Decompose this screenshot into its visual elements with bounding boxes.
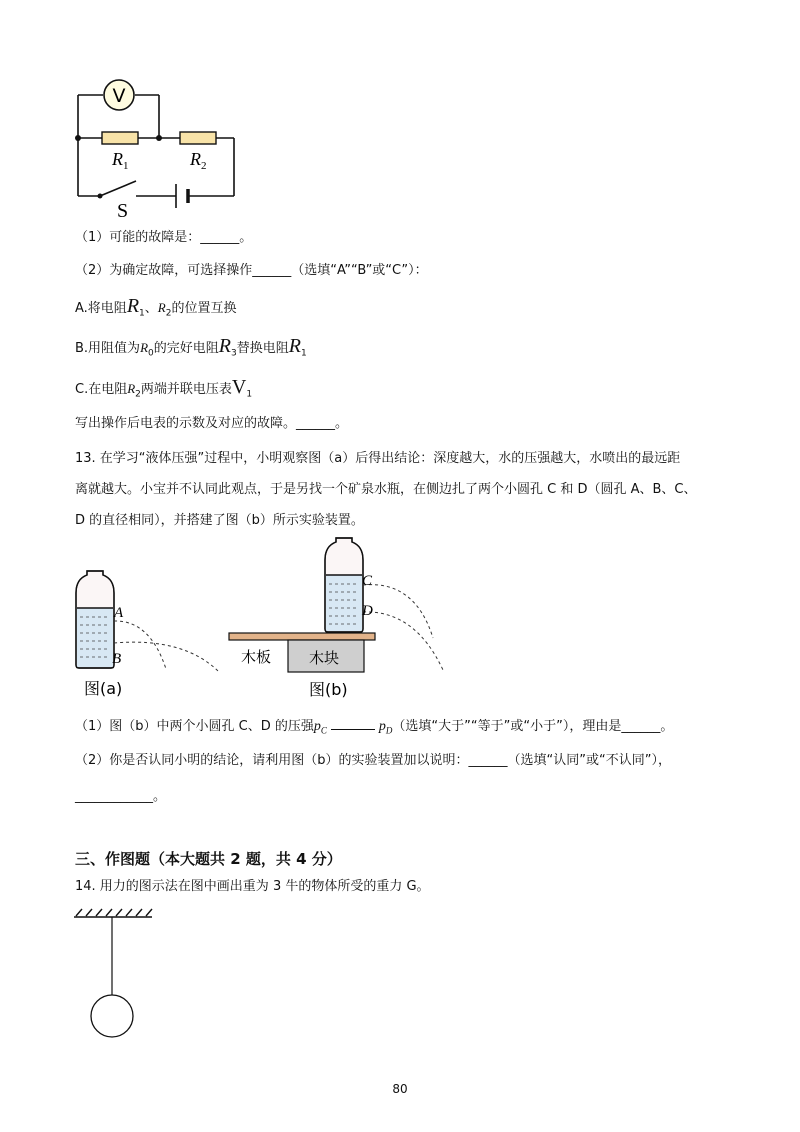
answer-blank[interactable]: [331, 717, 375, 730]
figure-a-caption: 图(a): [84, 679, 123, 698]
resistor-r1-icon: [102, 132, 138, 144]
battery-icon: [176, 184, 188, 208]
q12-part1: （1）可能的故障是：______。: [75, 230, 253, 245]
ceiling-hatch-icon: [74, 909, 152, 917]
q13-sub2-tail: ____________。: [75, 789, 167, 804]
voltmeter-label: V: [112, 85, 126, 107]
q12-option-b: B.用阻值为$R_0$的完好电阻$R_3$替换电阻$R_1$: [75, 335, 307, 359]
resistor-r2-icon: [180, 132, 216, 144]
q12-option-a: A.将电阻$R_1$、$R_2$的位置互换: [75, 295, 237, 319]
hole-a-label: A: [114, 605, 124, 621]
hole-c-label: C: [362, 573, 373, 589]
block-label: 木块: [309, 649, 340, 667]
q13-line-1: 13. 在学习“液体压强”过程中，小明观察图（a）后得出结论：深度越大，水的压强越大，水喷出的最远距: [75, 451, 681, 466]
bottle-a-icon: [76, 571, 114, 668]
bottle-b-icon: [325, 538, 363, 632]
wooden-board-icon: [229, 633, 375, 640]
q13-sub2: （2）你是否认同小明的结论，请利用图（b）的实验装置加以说明：______（选填“认同”或“不认同”），: [75, 753, 671, 768]
q12-write-instruction: 写出操作后电表的示数及对应的故障。______。: [75, 416, 349, 431]
q13-line-2: 离就越大。小宝并不认同此观点，于是另找一个矿泉水瓶，在侧边扎了两个小圆孔 C 和 D（圆孔 A、B、C、: [75, 482, 697, 497]
circuit-diagram: [70, 75, 245, 220]
switch-label: S: [117, 200, 129, 220]
q13-line-3: D 的直径相同），并搭建了图（b）所示实验装置。: [75, 513, 364, 528]
board-label: 木板: [241, 648, 272, 666]
hole-b-label: B: [112, 651, 122, 667]
q12-option-c: C.在电阻$R_2$两端并联电压表$V_1$: [75, 376, 253, 400]
r1-label: $R_1$: [112, 149, 129, 172]
switch-contact-icon: [98, 194, 103, 199]
figure-b-caption: 图(b): [309, 680, 348, 699]
r2-label: $R_2$: [190, 149, 207, 172]
page-number: 80: [392, 1082, 408, 1096]
q12-part2: （2）为确定故障，可选择操作______（选填“A”“B”或“C”）：: [75, 263, 428, 278]
section-heading: 三、作图题（本大题共 2 题，共 4 分）: [75, 850, 342, 868]
pendulum-figure: [70, 905, 160, 1045]
q14-text: 14. 用力的图示法在图中画出重为 3 牛的物体所受的重力 G。: [75, 879, 430, 894]
figure-a: [70, 565, 230, 705]
figure-b: [225, 530, 455, 705]
hole-d-label: D: [362, 603, 373, 619]
ball-icon: [91, 995, 133, 1037]
q13-sub1: （1）图（b）中两个小圆孔 C、D 的压强$p_C$ $p_D$（选填“大于”“等于”或“小于”），理由是______。: [75, 719, 674, 736]
